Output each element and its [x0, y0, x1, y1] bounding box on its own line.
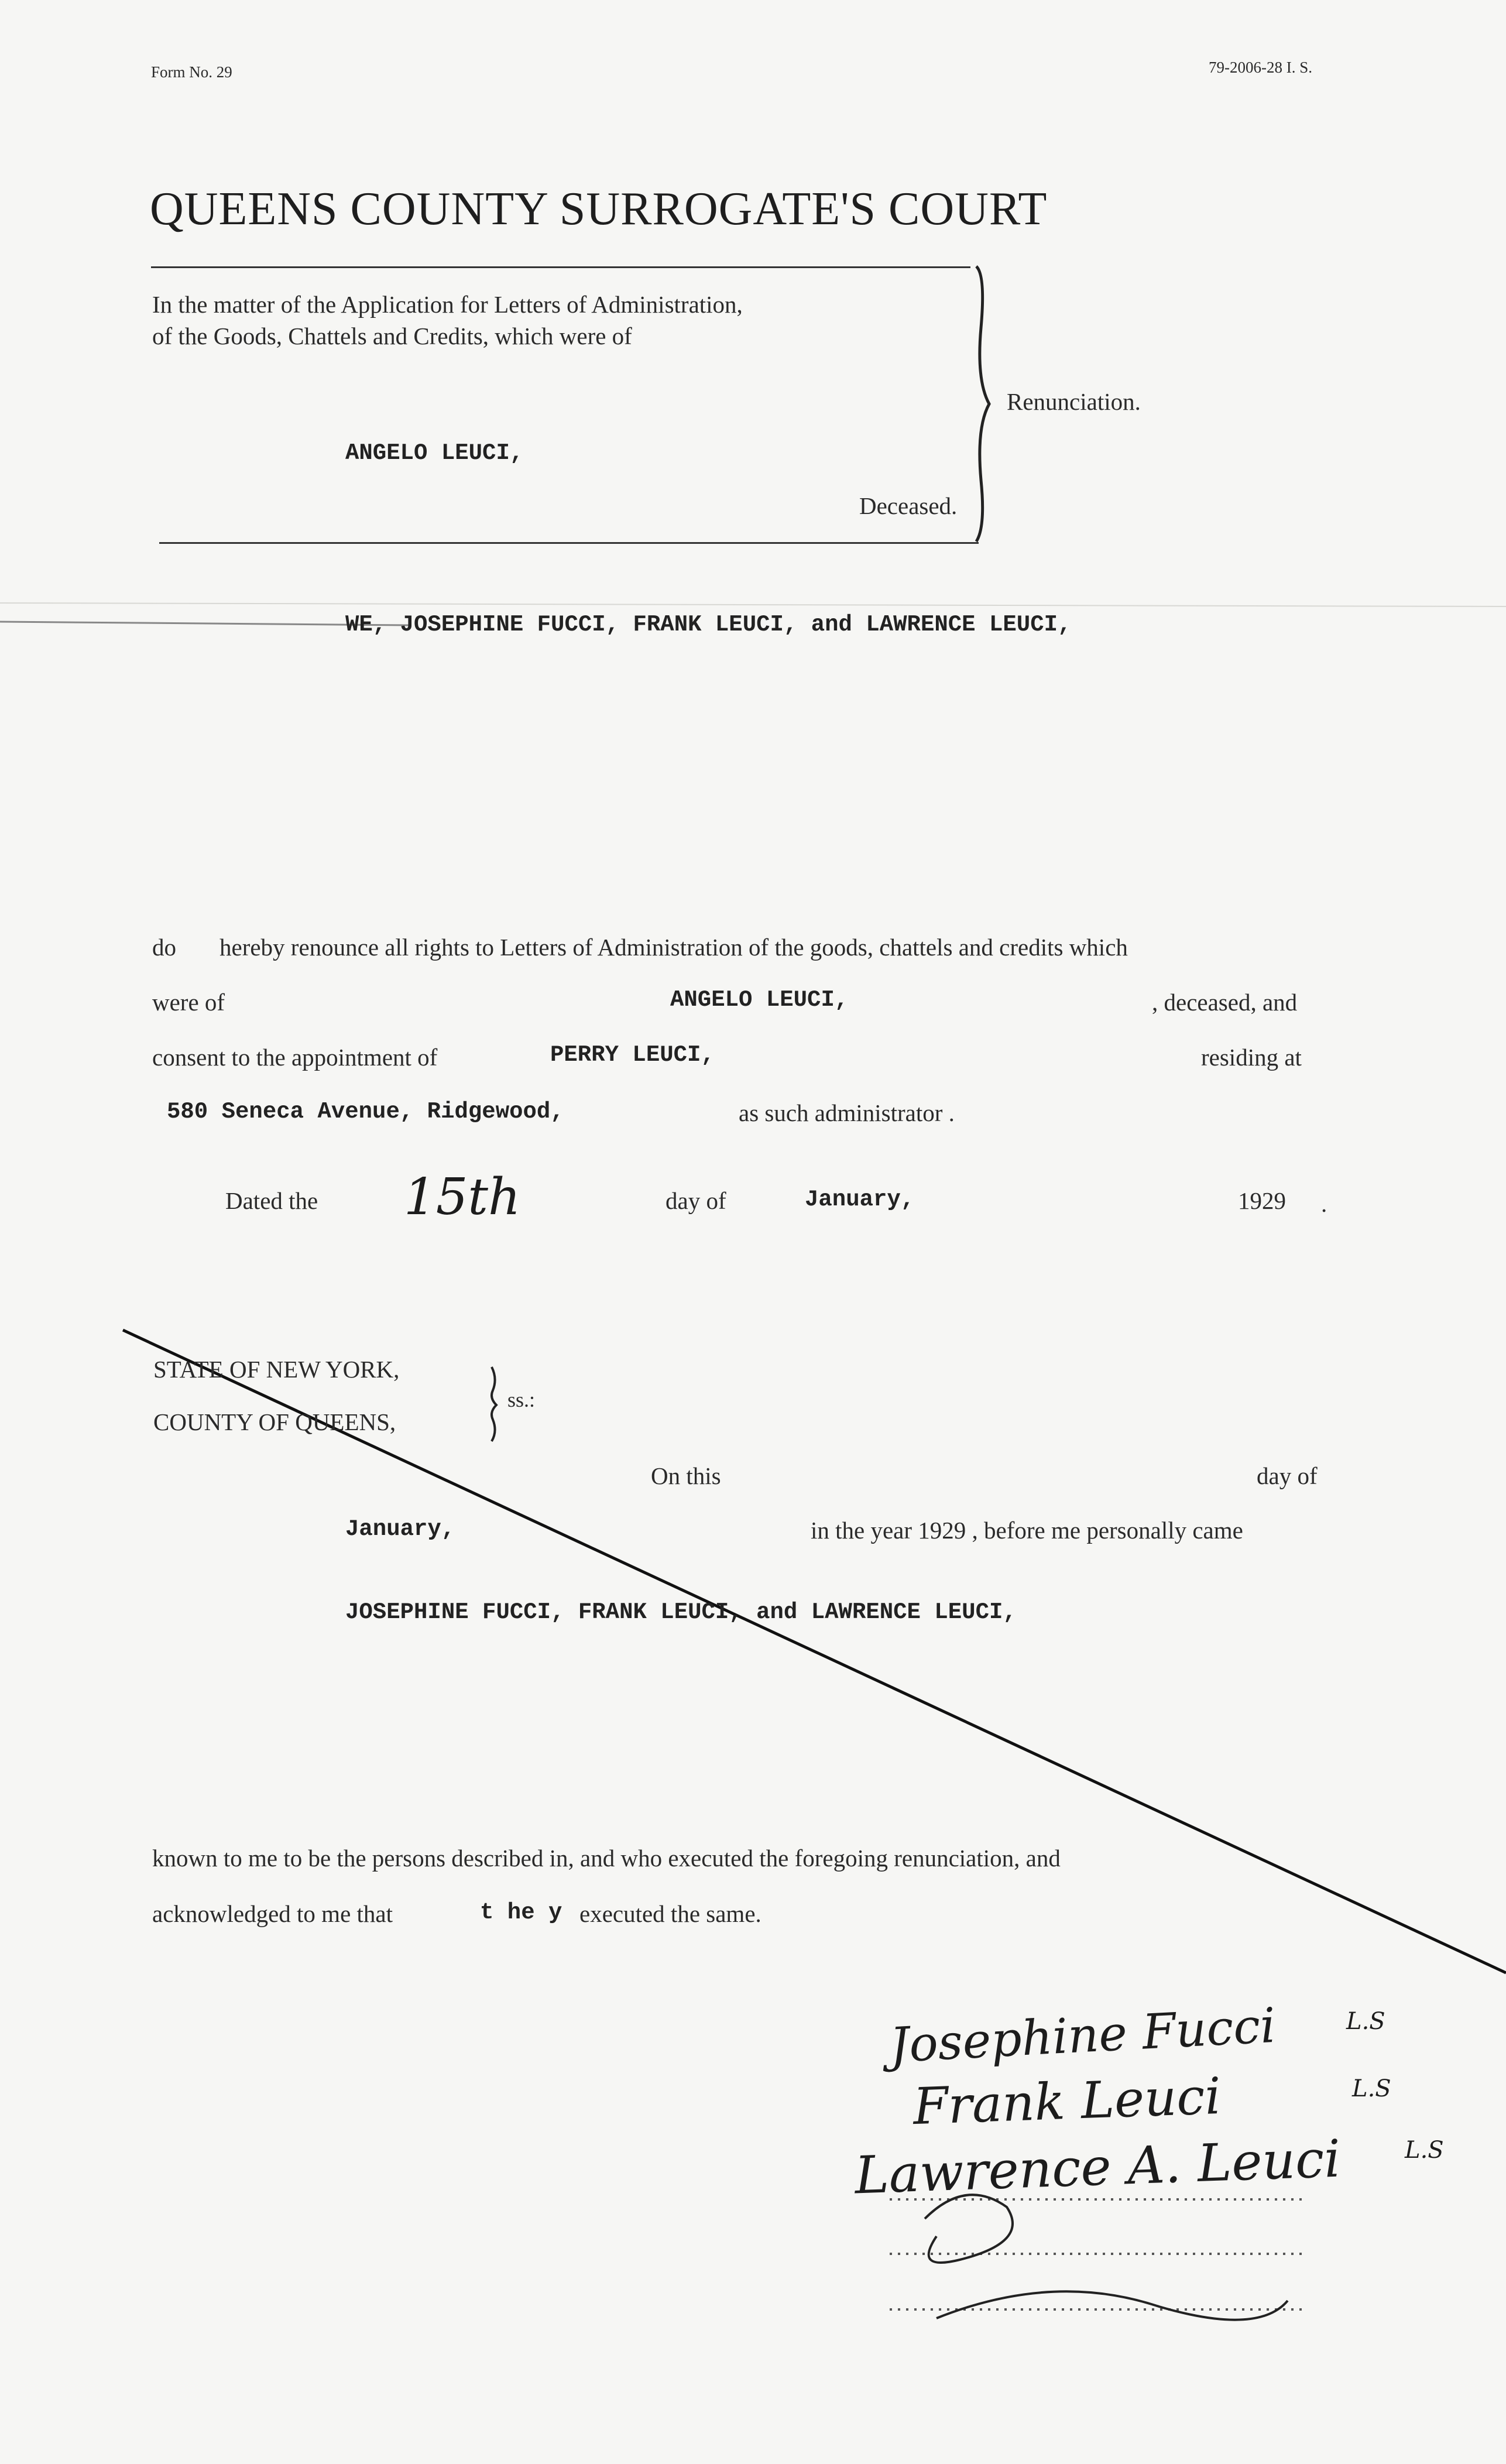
signature-lawrence: Lawrence A. Leuci — [853, 2128, 1342, 2206]
ack-suffix: executed the same. — [579, 1900, 761, 1927]
deceased-label: Deceased. — [859, 492, 958, 519]
residing-at-label: residing at — [1201, 1044, 1302, 1071]
day-of-label: day of — [665, 1187, 726, 1214]
known-line: known to me to be the persons described in, and who executed the foregoing renunciation, and — [152, 1845, 1061, 1872]
form-number: Form No. 29 — [151, 63, 232, 81]
as-such-text: as such administrator . — [739, 1099, 955, 1126]
document-type: Renunciation. — [1007, 388, 1141, 415]
ack-they: t he y — [480, 1900, 562, 1925]
appointee-address: 580 Seneca Avenue, Ridgewood, — [167, 1099, 564, 1125]
dated-month: January, — [805, 1187, 915, 1212]
caption-line-2: of the Goods, Chattels and Credits, which were of — [152, 323, 632, 349]
do-word: do — [152, 934, 176, 961]
renounce-text: hereby renounce all rights to Letters of Administration of the goods, chattels and credits which — [219, 934, 1128, 961]
seal-mark-3: L.S — [1405, 2137, 1444, 2164]
decedent-name: ANGELO LEUCI, — [670, 987, 849, 1013]
caption-line-1: In the matter of the Application for Letters of Administration, — [152, 291, 743, 318]
venue-brace — [492, 1367, 496, 1441]
venue-state: STATE OF NEW YORK, — [153, 1356, 400, 1383]
ack-month: January, — [345, 1516, 455, 1542]
signature-flourish-2 — [936, 2291, 1288, 2319]
ack-day-of-label: day of — [1257, 1462, 1318, 1489]
seal-mark-2: L.S — [1352, 2075, 1391, 2102]
handwritten-day: 15th — [404, 1168, 521, 1226]
on-this-label: On this — [651, 1462, 721, 1489]
court-title: QUEENS COUNTY SURROGATE'S COURT — [150, 183, 1048, 235]
dated-year: 1929 — [1238, 1187, 1286, 1214]
signature-frank: Frank Leuci — [912, 2067, 1222, 2137]
ack-persons: JOSEPHINE FUCCI, FRANK LEUCI, and LAWRENCE LEUCI, — [345, 1599, 1017, 1625]
caption-decedent-name: ANGELO LEUCI, — [345, 440, 524, 466]
were-of-label: were of — [152, 989, 225, 1016]
caption-brace — [976, 266, 989, 542]
dated-label: Dated the — [225, 1187, 318, 1214]
paper-crease — [0, 603, 1506, 606]
consent-text: consent to the appointment of — [152, 1044, 438, 1071]
venue-ss: ss.: — [507, 1388, 536, 1411]
dated-year-period: . — [1321, 1190, 1327, 1217]
deceased-and-text: , deceased, and — [1152, 989, 1298, 1016]
seal-mark-1: L.S — [1346, 2008, 1385, 2035]
ack-year-text: in the year 1929 , before me personally came — [811, 1517, 1243, 1544]
signature-flourish — [925, 2195, 1013, 2263]
reference-number: 79-2006-28 I. S. — [1209, 59, 1312, 76]
appointee-name: PERRY LEUCI, — [550, 1042, 715, 1068]
venue-county: COUNTY OF QUEENS, — [153, 1409, 396, 1435]
ack-prefix: acknowledged to me that — [152, 1900, 393, 1927]
signature-josephine: Josephine Fucci — [888, 1997, 1277, 2074]
parties-line: WE, JOSEPHINE FUCCI, FRANK LEUCI, and LAWRENCE LEUCI, — [345, 612, 1072, 638]
